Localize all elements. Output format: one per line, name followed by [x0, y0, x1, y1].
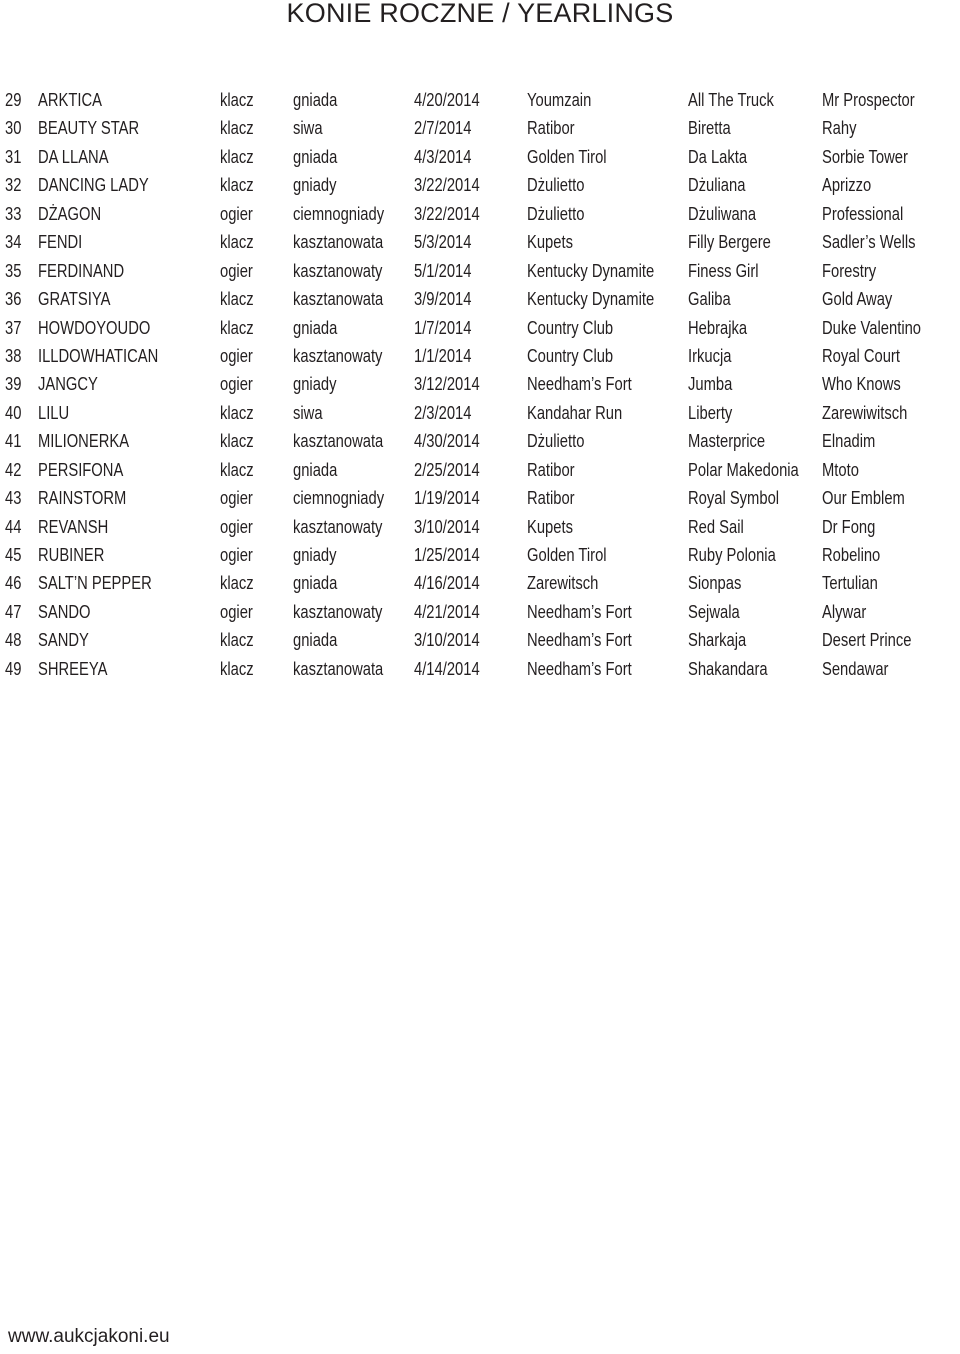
- dam-name: Polar Makedonia: [688, 459, 799, 480]
- horse-sex: klacz: [220, 630, 254, 651]
- sire-name: Kentucky Dynamite: [527, 260, 655, 281]
- lot-number: 45: [5, 545, 22, 565]
- table-row: [0, 228, 960, 256]
- table-row: [0, 114, 960, 142]
- sire-name: Needham’s Fort: [527, 601, 632, 622]
- sire-name: Kupets: [527, 516, 573, 537]
- sire-name: Ratibor: [527, 488, 575, 509]
- horse-sex: klacz: [220, 658, 254, 679]
- lot-number: 39: [5, 374, 22, 395]
- horse-sex: ogier: [220, 488, 253, 509]
- dam-name: Jumba: [688, 374, 733, 395]
- lot-number: 29: [5, 90, 22, 110]
- dam-name: Sharkaja: [688, 630, 747, 651]
- horse-sex: klacz: [220, 402, 254, 423]
- birth-date: 1/19/2014: [414, 488, 480, 509]
- table-row: [0, 171, 960, 199]
- dam-name: Da Lakta: [688, 146, 748, 167]
- birth-date: 3/22/2014: [414, 175, 480, 196]
- dam-sire-name: Sendawar: [822, 658, 889, 679]
- lot-number: 49: [5, 658, 22, 679]
- table-row: [0, 257, 960, 285]
- dam-sire-name: Dr Fong: [822, 516, 876, 537]
- horse-name: RUBINER: [38, 545, 105, 565]
- horse-sex: klacz: [220, 573, 254, 594]
- horse-color: kasztanowata: [293, 232, 384, 253]
- table-row: [0, 143, 960, 171]
- sire-name: Ratibor: [527, 118, 575, 139]
- horse-name: SANDY: [38, 630, 89, 651]
- lot-number: 35: [5, 260, 22, 281]
- horse-name: SALT’N PEPPER: [38, 573, 152, 594]
- sire-name: Golden Tirol: [527, 545, 607, 565]
- dam-name: Dżuliwana: [688, 203, 757, 224]
- birth-date: 4/20/2014: [414, 90, 480, 110]
- horse-color: gniada: [293, 146, 338, 167]
- horse-name: LILU: [38, 402, 70, 423]
- dam-sire-name: Forestry: [822, 260, 877, 281]
- lot-number: 42: [5, 459, 22, 480]
- dam-name: Sionpas: [688, 573, 742, 594]
- dam-sire-name: Who Knows: [822, 374, 901, 395]
- table-row: [0, 655, 960, 683]
- lot-number: 36: [5, 289, 22, 310]
- dam-sire-name: Aprizzo: [822, 175, 872, 196]
- horse-color: kasztanowata: [293, 658, 384, 679]
- horse-sex: ogier: [220, 601, 253, 622]
- horse-sex: klacz: [220, 90, 254, 110]
- dam-name: Irkucja: [688, 345, 732, 366]
- lot-number: 47: [5, 601, 22, 622]
- horse-sex: klacz: [220, 146, 254, 167]
- table-row: [0, 456, 960, 484]
- horse-color: gniady: [293, 545, 337, 565]
- horse-name: HOWDOYOUDO: [38, 317, 151, 338]
- dam-name: All The Truck: [688, 90, 774, 110]
- horse-color: gniada: [293, 90, 338, 110]
- sire-name: Zarewitsch: [527, 573, 599, 594]
- table-row: [0, 513, 960, 541]
- lot-number: 30: [5, 118, 22, 139]
- dam-sire-name: Duke Valentino: [822, 317, 922, 338]
- horse-name: PERSIFONA: [38, 459, 124, 480]
- dam-name: Masterprice: [688, 431, 766, 452]
- dam-name: Royal Symbol: [688, 488, 780, 509]
- dam-sire-name: Mtoto: [822, 459, 859, 480]
- table-row: [0, 86, 960, 114]
- horse-name: ILLDOWHATICAN: [38, 345, 159, 366]
- horse-color: gniada: [293, 459, 338, 480]
- table-row: [0, 285, 960, 313]
- horse-sex: klacz: [220, 317, 254, 338]
- birth-date: 4/21/2014: [414, 601, 480, 622]
- horse-sex: klacz: [220, 289, 254, 310]
- dam-sire-name: Tertulian: [822, 573, 878, 594]
- dam-sire-name: Desert Prince: [822, 630, 912, 651]
- table-row: [0, 200, 960, 228]
- sire-name: Country Club: [527, 317, 614, 338]
- footer-url[interactable]: www.aukcjakoni.eu: [8, 1326, 170, 1347]
- birth-date: 2/7/2014: [414, 118, 472, 139]
- page-title: KONIE ROCZNE / YEARLINGS: [286, 0, 674, 28]
- lot-number: 43: [5, 488, 22, 509]
- dam-name: Liberty: [688, 402, 733, 423]
- horse-sex: klacz: [220, 431, 254, 452]
- lot-number: 40: [5, 402, 22, 423]
- horse-name: DANCING LADY: [38, 175, 149, 196]
- horse-name: FERDINAND: [38, 260, 125, 281]
- table-row: [0, 598, 960, 626]
- dam-sire-name: Alywar: [822, 601, 867, 622]
- dam-name: Hebrajka: [688, 317, 748, 338]
- birth-date: 5/3/2014: [414, 232, 472, 253]
- horse-color: ciemnogniady: [293, 488, 385, 509]
- dam-sire-name: Royal Court: [822, 345, 900, 366]
- dam-name: Galiba: [688, 289, 731, 310]
- horse-color: kasztanowaty: [293, 601, 383, 622]
- dam-sire-name: Elnadim: [822, 431, 876, 452]
- horse-color: gniady: [293, 374, 337, 395]
- sire-name: Kentucky Dynamite: [527, 289, 655, 310]
- sire-name: Dżulietto: [527, 431, 585, 452]
- birth-date: 3/22/2014: [414, 203, 480, 224]
- birth-date: 4/30/2014: [414, 431, 480, 452]
- birth-date: 1/25/2014: [414, 545, 480, 565]
- horse-name: RAINSTORM: [38, 488, 127, 509]
- sire-name: Golden Tirol: [527, 146, 607, 167]
- birth-date: 3/10/2014: [414, 630, 480, 651]
- sire-name: Youmzain: [527, 90, 592, 110]
- dam-name: Finess Girl: [688, 260, 759, 281]
- dam-sire-name: Rahy: [822, 118, 857, 139]
- dam-name: Shakandara: [688, 658, 768, 679]
- birth-date: 1/1/2014: [414, 345, 472, 366]
- dam-sire-name: Our Emblem: [822, 488, 905, 509]
- horse-sex: ogier: [220, 516, 253, 537]
- horse-name: MILIONERKA: [38, 431, 130, 452]
- dam-name: Biretta: [688, 118, 731, 139]
- horse-color: kasztanowata: [293, 431, 384, 452]
- birth-date: 4/14/2014: [414, 658, 480, 679]
- horse-sex: klacz: [220, 459, 254, 480]
- horse-sex: ogier: [220, 374, 253, 395]
- horse-color: kasztanowaty: [293, 345, 383, 366]
- lot-number: 33: [5, 203, 22, 224]
- horse-sex: ogier: [220, 545, 253, 565]
- birth-date: 3/10/2014: [414, 516, 480, 537]
- lot-number: 37: [5, 317, 22, 338]
- birth-date: 3/12/2014: [414, 374, 480, 395]
- table-row: [0, 569, 960, 597]
- lot-number: 46: [5, 573, 22, 594]
- dam-name: Ruby Polonia: [688, 545, 776, 565]
- horse-name: GRATSIYA: [38, 289, 111, 310]
- horse-color: siwa: [293, 118, 323, 139]
- horse-color: ciemnogniady: [293, 203, 385, 224]
- horse-sex: klacz: [220, 232, 254, 253]
- dam-sire-name: Robelino: [822, 545, 881, 565]
- horse-color: kasztanowaty: [293, 260, 383, 281]
- table-row: [0, 399, 960, 427]
- horse-name: BEAUTY STAR: [38, 118, 140, 139]
- dam-sire-name: Zarewiwitsch: [822, 402, 908, 423]
- dam-sire-name: Sadler’s Wells: [822, 232, 916, 253]
- lot-number: 41: [5, 431, 22, 452]
- table-row: [0, 626, 960, 654]
- sire-name: Dżulietto: [527, 203, 585, 224]
- horse-name: DA LLANA: [38, 146, 109, 167]
- table-row: [0, 541, 960, 569]
- sire-name: Country Club: [527, 345, 614, 366]
- horse-name: SHREEYA: [38, 658, 108, 679]
- horse-color: gniada: [293, 573, 338, 594]
- dam-name: Filly Bergere: [688, 232, 771, 253]
- horse-name: JANGCY: [38, 374, 98, 395]
- birth-date: 3/9/2014: [414, 289, 472, 310]
- dam-name: Sejwala: [688, 601, 740, 622]
- sire-name: Needham’s Fort: [527, 658, 632, 679]
- dam-sire-name: Professional: [822, 203, 904, 224]
- dam-name: Dżuliana: [688, 175, 746, 196]
- horse-color: gniada: [293, 630, 338, 651]
- table-row: [0, 370, 960, 398]
- sire-name: Ratibor: [527, 459, 575, 480]
- sire-name: Needham’s Fort: [527, 374, 632, 395]
- lot-number: 34: [5, 232, 22, 253]
- horse-sex: ogier: [220, 260, 253, 281]
- dam-sire-name: Mr Prospector: [822, 90, 915, 110]
- horse-name: REVANSH: [38, 516, 109, 537]
- horse-color: gniady: [293, 175, 337, 196]
- sire-name: Kandahar Run: [527, 402, 623, 423]
- birth-date: 1/7/2014: [414, 317, 472, 338]
- table-row: [0, 484, 960, 512]
- horse-sex: klacz: [220, 175, 254, 196]
- horse-sex: ogier: [220, 345, 253, 366]
- lot-number: 31: [5, 146, 22, 167]
- horse-name: SANDO: [38, 601, 91, 622]
- lot-number: 32: [5, 175, 22, 196]
- birth-date: 5/1/2014: [414, 260, 472, 281]
- table-row: [0, 427, 960, 455]
- horse-color: siwa: [293, 402, 323, 423]
- horse-name: DŻAGON: [38, 203, 102, 224]
- lot-number: 48: [5, 630, 22, 651]
- sire-name: Dżulietto: [527, 175, 585, 196]
- sire-name: Kupets: [527, 232, 573, 253]
- horse-name: FENDI: [38, 232, 83, 253]
- horse-sex: ogier: [220, 203, 253, 224]
- horse-name: ARKTICA: [38, 90, 102, 110]
- table-row: [0, 314, 960, 342]
- horse-color: kasztanowata: [293, 289, 384, 310]
- birth-date: 2/25/2014: [414, 459, 480, 480]
- lot-number: 44: [5, 516, 22, 537]
- sire-name: Needham’s Fort: [527, 630, 632, 651]
- dam-sire-name: Gold Away: [822, 289, 893, 310]
- table-row: [0, 342, 960, 370]
- birth-date: 2/3/2014: [414, 402, 472, 423]
- dam-name: Red Sail: [688, 516, 744, 537]
- lot-number: 38: [5, 345, 22, 366]
- dam-sire-name: Sorbie Tower: [822, 146, 908, 167]
- horse-color: gniada: [293, 317, 338, 338]
- birth-date: 4/3/2014: [414, 146, 472, 167]
- yearlings-table: [0, 86, 960, 683]
- birth-date: 4/16/2014: [414, 573, 480, 594]
- horse-color: kasztanowaty: [293, 516, 383, 537]
- horse-sex: klacz: [220, 118, 254, 139]
